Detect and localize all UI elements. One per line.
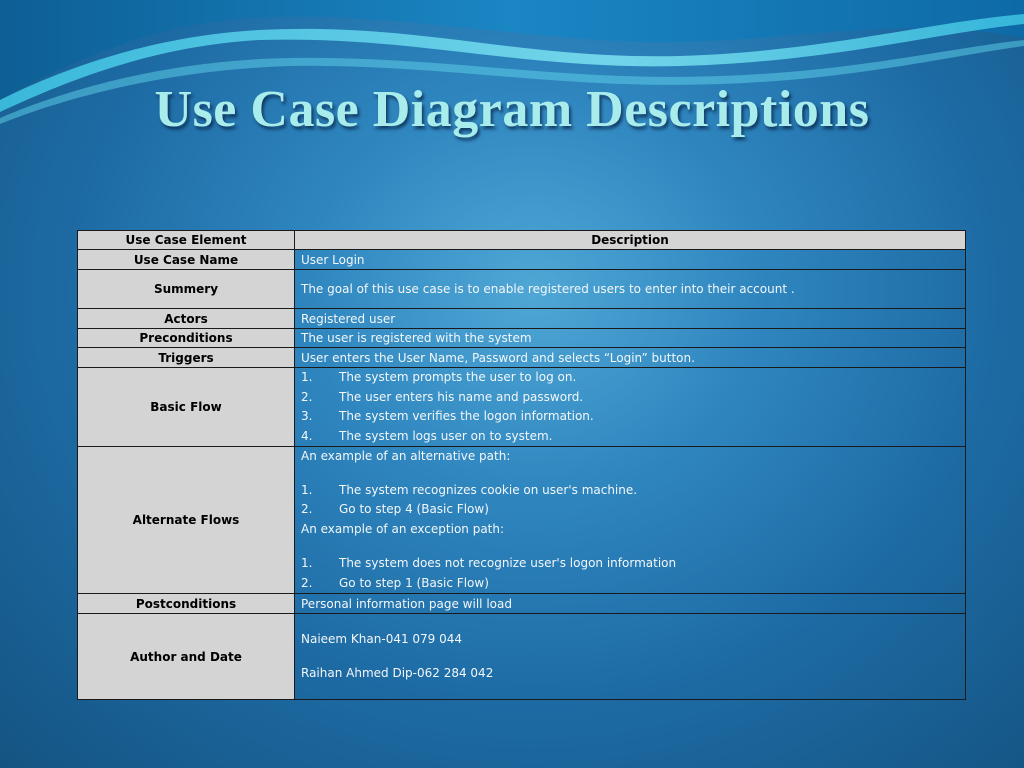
label-alternate-flows: Alternate Flows	[78, 447, 295, 594]
label-actors: Actors	[78, 309, 295, 329]
label-basic-flow: Basic Flow	[78, 368, 295, 447]
value-basic-flow	[295, 368, 966, 447]
list-item	[301, 554, 959, 574]
row-postconditions	[78, 594, 966, 614]
value-postconditions: Personal information page will load	[295, 594, 966, 614]
row-alternate-flows	[78, 447, 966, 594]
step-number: 4.	[301, 428, 313, 443]
step-text: The system verifies the logon information.	[339, 409, 594, 423]
value-actors: Registered user	[295, 309, 966, 329]
step-text: The system prompts the user to log on.	[339, 370, 577, 384]
row-use-case-name	[78, 250, 966, 270]
value-author-and-date	[295, 614, 966, 700]
value-summery: The goal of this use case is to enable registered users to enter into their account .	[295, 270, 966, 309]
step-text: The system recognizes cookie on user's machine.	[339, 482, 638, 497]
list-item	[301, 481, 959, 501]
list-item	[301, 407, 959, 427]
use-case-table	[77, 230, 966, 700]
header-use-case-element: Use Case Element	[78, 231, 295, 250]
row-triggers	[78, 348, 966, 368]
table-header-row	[78, 231, 966, 250]
row-basic-flow	[78, 368, 966, 447]
value-triggers: User enters the User Name, Password and selects “Login” button.	[295, 348, 966, 368]
step-text: The system does not recognize user's logon information	[339, 556, 677, 570]
list-item	[301, 574, 959, 594]
list-item	[301, 368, 959, 388]
label-postconditions: Postconditions	[78, 594, 295, 614]
step-number: 3.	[301, 409, 313, 423]
list-item	[301, 427, 959, 447]
value-alternate-flows	[295, 447, 966, 594]
step-text: The user enters his name and password.	[339, 389, 584, 404]
step-text: Go to step 1 (Basic Flow)	[339, 575, 489, 590]
step-number: 2.	[301, 502, 313, 516]
exception-path-intro: An example of an exception path:	[301, 521, 505, 536]
alternative-path-intro: An example of an alternative path:	[301, 449, 511, 463]
author-entry: Raihan Ahmed Dip-062 284 042	[301, 665, 494, 680]
row-author-and-date	[78, 614, 966, 700]
step-text: Go to step 4 (Basic Flow)	[339, 502, 489, 516]
step-text: The system logs user on to system.	[339, 428, 553, 443]
step-number: 1.	[301, 556, 313, 570]
row-preconditions	[78, 329, 966, 348]
step-number: 2.	[301, 575, 313, 590]
label-summery: Summery	[78, 270, 295, 309]
value-preconditions: The user is registered with the system	[295, 329, 966, 348]
label-use-case-name: Use Case Name	[78, 250, 295, 270]
list-item	[301, 388, 959, 408]
value-use-case-name: User Login	[295, 250, 966, 270]
step-number: 2.	[301, 389, 313, 404]
author-entry: Naieem Khan-041 079 044	[301, 632, 463, 646]
step-number: 1.	[301, 370, 313, 384]
label-triggers: Triggers	[78, 348, 295, 368]
label-author-and-date: Author and Date	[78, 614, 295, 700]
label-preconditions: Preconditions	[78, 329, 295, 348]
header-description: Description	[295, 231, 966, 250]
row-summery	[78, 270, 966, 309]
row-actors	[78, 309, 966, 329]
list-item	[301, 500, 959, 520]
slide-title: Use Case Diagram Descriptions	[154, 81, 870, 138]
step-number: 1.	[301, 482, 313, 497]
